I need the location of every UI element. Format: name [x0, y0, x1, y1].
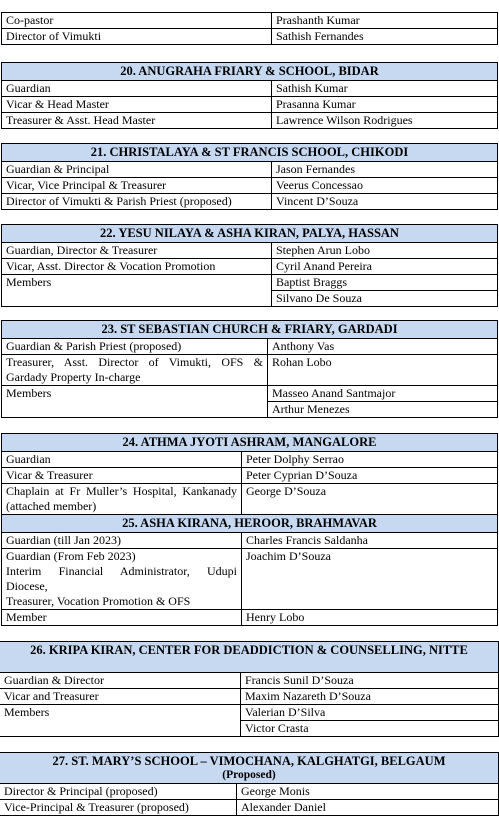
role-cell: Co-pastor: [2, 13, 272, 29]
table-row: [2, 97, 498, 113]
role-cell: Vicar, Asst. Director & Vocation Promotion: [2, 259, 272, 275]
section-20-table: [1, 62, 498, 129]
role-cell: Vicar, Vice Principal & Treasurer: [2, 178, 272, 194]
section-24-25-table: [1, 433, 498, 626]
table-row: [2, 355, 498, 386]
role-cell: Vicar and Treasurer: [0, 689, 241, 705]
role-cell: Chaplain at Fr Muller’s Hospital, Kankanady (attached member): [2, 484, 242, 515]
name-cell: Alexander Daniel: [237, 800, 499, 816]
role-cell: Director of Vimukti & Parish Priest (proposed): [2, 194, 272, 210]
name-cell: Cyril Anand Pereira: [272, 259, 498, 275]
section-title: 24. ATHMA JYOTI ASHRAM, MANGALORE: [2, 434, 498, 452]
role-line: Guardian (From Feb 2023): [6, 549, 136, 563]
name-cell: Arthur Menezes: [268, 402, 498, 418]
name-cell: Rohan Lobo: [268, 355, 498, 386]
name-cell: Lawrence Wilson Rodrigues: [272, 113, 498, 129]
section-title: 27. ST. MARY’S SCHOOL – VIMOCHANA, KALGHATGI, BELGAUM: [52, 754, 446, 768]
section-header-row: [0, 642, 499, 673]
name-cell: Silvano De Souza: [272, 291, 498, 307]
table-top: [1, 12, 498, 45]
role-cell: Guardian: [2, 452, 242, 468]
role-cell: [2, 549, 242, 610]
name-cell: Valerian D’Silva: [241, 705, 499, 721]
role-cell: Guardian & Parish Priest (proposed): [2, 339, 268, 355]
table-row: [2, 81, 498, 97]
name-cell: Sathish Fernandes: [272, 29, 498, 45]
name-cell: Francis Sunil D’Souza: [241, 673, 499, 689]
table-row: [2, 243, 498, 259]
section-27-table: [0, 752, 499, 816]
role-cell: Director & Principal (proposed): [0, 784, 237, 800]
members-label: Members: [0, 705, 241, 737]
role-cell: Guardian & Director: [0, 673, 241, 689]
table-row: [2, 29, 498, 45]
section-title-cell: [0, 753, 499, 784]
name-cell: Charles Francis Saldanha: [242, 533, 498, 549]
table-row: [0, 673, 499, 689]
table-row: [2, 178, 498, 194]
section-22-table: [1, 224, 498, 307]
role-cell: Vice-Principal & Treasurer (proposed): [0, 800, 237, 816]
name-cell: Henry Lobo: [242, 610, 498, 626]
section-header-row: [2, 515, 498, 533]
members-label: Members: [2, 386, 268, 418]
name-cell: Masseo Anand Santmajor: [268, 386, 498, 402]
table-row: [2, 275, 498, 291]
name-cell: Peter Cyprian D’Souza: [242, 468, 498, 484]
role-cell: Member: [2, 610, 242, 626]
table-row: [0, 800, 499, 816]
table-row: [2, 162, 498, 178]
members-label: Members: [2, 275, 272, 307]
section-title: 25. ASHA KIRANA, HEROOR, BRAHMAVAR: [2, 515, 498, 533]
table-row: [2, 113, 498, 129]
role-cell: Vicar & Treasurer: [2, 468, 242, 484]
section-header-row: [2, 321, 498, 339]
name-cell: Victor Crasta: [241, 721, 499, 737]
table-row: [2, 339, 498, 355]
section-title: 22. YESU NILAYA & ASHA KIRAN, PALYA, HASSAN: [2, 225, 498, 243]
table-row: [0, 705, 499, 721]
role-line: Treasurer, Vocation Promotion & OFS: [6, 594, 191, 608]
section-title: 23. ST SEBASTIAN CHURCH & FRIARY, GARDADI: [2, 321, 498, 339]
role-cell: Guardian, Director & Treasurer: [2, 243, 272, 259]
role-cell: Vicar & Head Master: [2, 97, 272, 113]
table-row: [2, 468, 498, 484]
section-header-row: [2, 63, 498, 81]
role-cell: Treasurer, Asst. Director of Vimukti, OFS & Gardady Property In-charge: [2, 355, 268, 386]
name-cell: Joachim D’Souza: [242, 549, 498, 610]
role-cell: Director of Vimukti: [2, 29, 272, 45]
table-row: [2, 194, 498, 210]
role-cell: Guardian & Principal: [2, 162, 272, 178]
section-title: 26. KRIPA KIRAN, CENTER FOR DEADDICTION & COUNSELLING, NITTE: [0, 642, 499, 673]
section-21-table: [1, 143, 498, 210]
name-cell: Baptist Braggs: [272, 275, 498, 291]
name-cell: Veerus Concessao: [272, 178, 498, 194]
name-cell: Jason Fernandes: [272, 162, 498, 178]
table-row: [2, 386, 498, 402]
name-cell: Vincent D’Souza: [272, 194, 498, 210]
table-row: [2, 13, 498, 29]
name-cell: Stephen Arun Lobo: [272, 243, 498, 259]
role-cell: Treasurer & Asst. Head Master: [2, 113, 272, 129]
name-cell: Prashanth Kumar: [272, 13, 498, 29]
role-cell: Guardian (till Jan 2023): [2, 533, 242, 549]
table-row: [2, 533, 498, 549]
name-cell: Anthony Vas: [268, 339, 498, 355]
name-cell: Maxim Nazareth D’Souza: [241, 689, 499, 705]
role-line: Interim Financial Administrator, Udupi Diocese,: [6, 564, 237, 593]
name-cell: Peter Dolphy Serrao: [242, 452, 498, 468]
table-row: [0, 784, 499, 800]
name-cell: George D’Souza: [242, 484, 498, 515]
name-cell: Prasanna Kumar: [272, 97, 498, 113]
section-26-table: [0, 641, 499, 737]
section-header-row: [2, 434, 498, 452]
table-row: [2, 452, 498, 468]
name-cell: Sathish Kumar: [272, 81, 498, 97]
section-header-row: [0, 753, 499, 784]
section-23-table: [1, 320, 498, 418]
section-header-row: [2, 144, 498, 162]
section-header-row: [2, 225, 498, 243]
table-row: [2, 549, 498, 610]
name-cell: George Monis: [237, 784, 499, 800]
section-title: 20. ANUGRAHA FRIARY & SCHOOL, BIDAR: [2, 63, 498, 81]
role-cell: Guardian: [2, 81, 272, 97]
table-row: [0, 689, 499, 705]
section-subtitle: (Proposed): [222, 769, 276, 781]
table-row: [2, 259, 498, 275]
table-row: [2, 610, 498, 626]
section-title: 21. CHRISTALAYA & ST FRANCIS SCHOOL, CHIKODI: [2, 144, 498, 162]
table-row: [2, 484, 498, 515]
